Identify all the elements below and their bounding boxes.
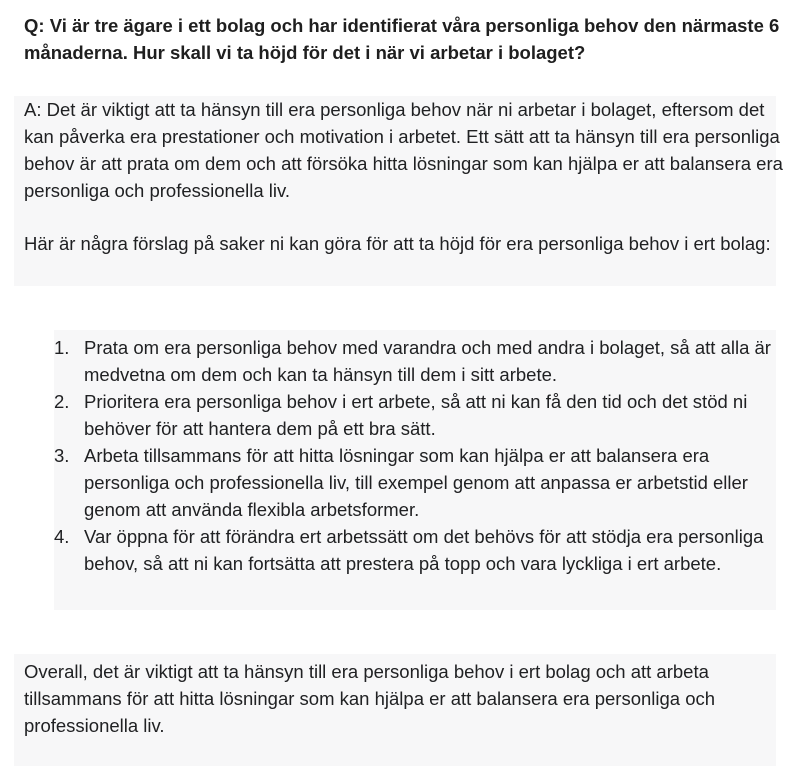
suggestion-list [54,334,780,577]
answer-conclusion: Overall, det är viktigt att ta hänsyn till era personliga behov i ert bolag och att arbeta tillsammans för att hitta lösningar som kan hjälpa er att balansera era personliga och professionella liv. [24,661,716,736]
list-item-number: 1. [54,337,70,358]
list-item [54,388,780,442]
list-item [54,523,780,577]
list-item-number: 3. [54,445,70,466]
answer-intro: A: Det är viktigt att ta hänsyn till era personliga behov när ni arbetar i bolaget, eftersom det kan påverka era prestationer och motivation i arbetet. Ett sätt att ta hänsyn till era personliga behov är att prata om dem och att försöka hitta lösningar som kan hjälpa er att balansera era personliga och professionella liv. [24,99,783,201]
answer-lead: Här är några förslag på saker ni kan göra för att ta höjd för era personliga behov i ert bolag: [24,233,771,254]
question-text: Q: Vi är tre ägare i ett bolag och har identifierat våra personliga behov den närmaste 6 månaderna. Hur skall vi ta höjd för det i när vi arbetar i bolaget? [24,15,780,63]
list-item-number: 4. [54,526,70,547]
list-item [54,334,780,388]
list-item-text: Prata om era personliga behov med varandra och med andra i bolaget, så att alla är medvetna om dem och kan ta hänsyn till dem i sitt arbete. [84,337,771,385]
list-item-number: 2. [54,391,70,412]
list-item [54,442,780,523]
list-item-text: Var öppna för att förändra ert arbetssätt om det behövs för att stödja era personliga behov, så att ni kan fortsätta att prestera på topp och vara lyckliga i ert arbete. [84,526,764,574]
list-item-text: Arbeta tillsammans för att hitta lösningar som kan hjälpa er att balansera era personliga och professionella liv, till exempel genom att anpassa er arbetstid eller genom att använda flexibla arbetsformer. [84,445,748,520]
list-item-text: Prioritera era personliga behov i ert arbete, så att ni kan få den tid och det stöd ni behöver för att hantera dem på ett bra sätt. [84,391,748,439]
